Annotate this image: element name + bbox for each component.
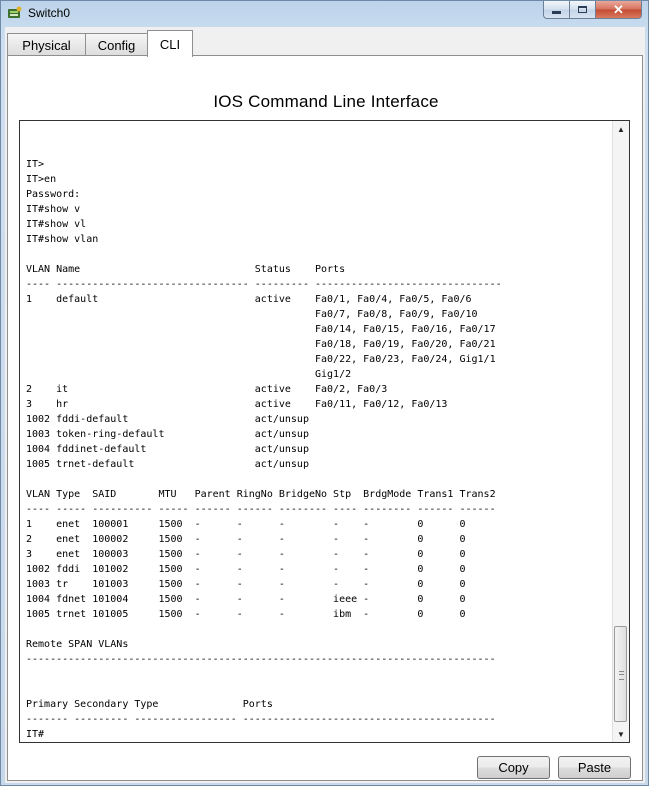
- cli-console[interactable]: [19, 120, 630, 743]
- tab-physical[interactable]: [7, 33, 86, 56]
- tab-label: CLI: [159, 36, 181, 52]
- window-controls: [543, 1, 642, 21]
- console-output[interactable]: IT> IT>en Password: IT#show v IT#show vl IT#show vlan VLAN Name Status Ports ---- -------------------------------- --------- ------------------------------- 1 default active Fa0/1, Fa0/4, Fa0/5, Fa0/6 Fa0/7, Fa0/8, Fa0/9, Fa0/10 Fa0/14, Fa0/15, Fa0/16, Fa0/17 Fa0/18, Fa0/19, Fa0/20, Fa0/21 Fa0/22, Fa0/23, Fa0/24, Gig1/1 Gig1/2 2 it active Fa0/2, Fa0/3 3 hr active Fa0/11, Fa0/12, Fa0/13 1002 fddi-default act/unsup 1003 token-ring-default act/unsup 1004 fddinet-default act/unsup 1005 trnet-default act/unsup VLAN Type SAID MTU Parent RingNo BridgeNo Stp BrdgMode Trans1 Trans2 ---- ----- ---------- ----- ------ ------ -------- ---- -------- ------ ------ 1 enet 100001 1500 - - - - - 0 0 2 enet 100002 1500 - - - - - 0 0 3 enet 100003 1500 - - - - - 0 0 1002 fddi 101002 1500 - - - - - 0 0 1003 tr 101003 1500 - - - - - 0 0 1004 fdnet 101004 1500 - - - ieee - 0 0 1005 trnet 101005 1500 - - - ibm - 0 0 Remote SPAN VLANs ------------------------------------------------------------------------------ Primary Secondary Type Ports ------- --------- ----------------- ------------------------------------------ IT#: [26, 159, 502, 740]
- grip-icon: [619, 671, 624, 680]
- scroll-down-button[interactable]: [613, 726, 629, 742]
- arrow-down-icon: ▼: [617, 729, 625, 739]
- scroll-up-button[interactable]: [613, 121, 629, 137]
- scrollbar-thumb[interactable]: [614, 626, 627, 722]
- tab-config[interactable]: [85, 33, 148, 56]
- tab-cli[interactable]: [147, 30, 193, 57]
- tab-label: Physical: [22, 37, 71, 53]
- vertical-scrollbar[interactable]: [612, 121, 629, 742]
- paste-button[interactable]: Paste: [558, 756, 631, 779]
- arrow-up-icon: ▲: [617, 124, 625, 134]
- window-client-area: [5, 27, 645, 783]
- window-title: Switch0: [28, 6, 71, 20]
- close-button[interactable]: [596, 1, 642, 19]
- minimize-icon: [552, 11, 561, 14]
- packet-tracer-icon: [7, 6, 22, 21]
- copy-button[interactable]: Copy: [477, 756, 550, 779]
- cli-panel: [7, 55, 643, 781]
- maximize-icon: [578, 6, 587, 13]
- tab-label: Config: [97, 37, 136, 53]
- panel-title: IOS Command Line Interface: [213, 92, 439, 111]
- minimize-button[interactable]: [543, 1, 570, 19]
- title-bar[interactable]: [1, 1, 648, 27]
- maximize-button[interactable]: [570, 1, 596, 19]
- close-icon: ✕: [613, 1, 624, 17]
